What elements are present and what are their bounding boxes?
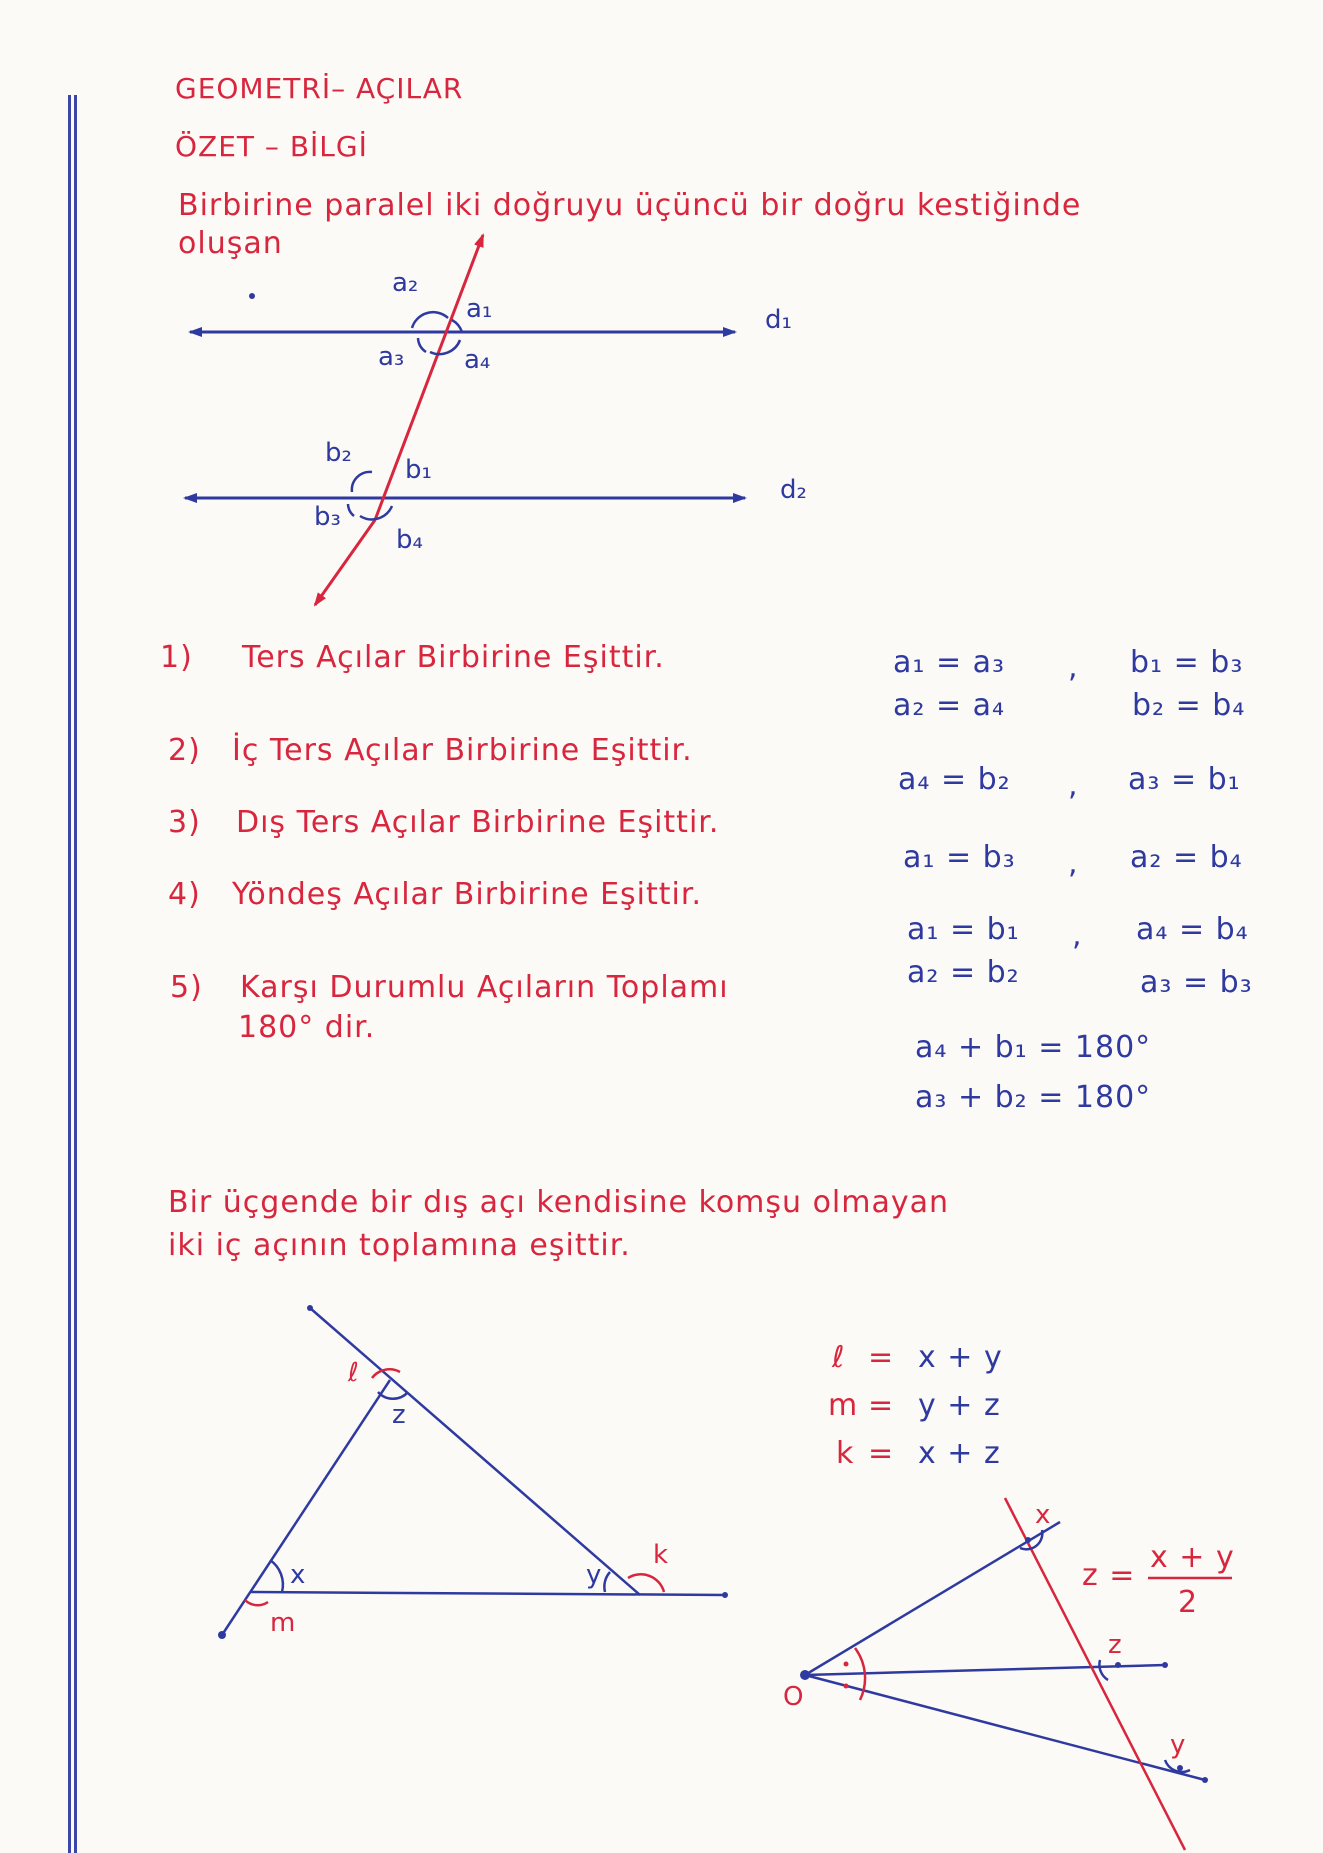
label-a2: a₂: [392, 268, 419, 298]
rule-4-text: Yöndeş Açılar Birbirine Eşittir.: [232, 877, 702, 912]
page-subtitle: ÖZET – BİLGİ: [175, 130, 368, 163]
page-title: GEOMETRİ– AÇILAR: [175, 72, 464, 105]
rule-3-text: Dış Ters Açılar Birbirine Eşittir.: [236, 805, 720, 840]
label-d2: d₂: [780, 475, 807, 505]
label-a4: a₄: [464, 345, 491, 375]
vertex-dot: [218, 1631, 226, 1639]
tri-eq-1-rhs: x + y: [918, 1340, 1003, 1375]
triangle-rule-line-2: iki iç açının toplamına eşittir.: [168, 1228, 631, 1263]
vertex-dot: [1202, 1777, 1208, 1783]
eq-separator: ,: [1068, 846, 1079, 881]
angle-arc-m: [245, 1600, 268, 1605]
rule-5-text: Karşı Durumlu Açıların Toplamı: [240, 970, 729, 1005]
angle-mark: [844, 1662, 849, 1667]
label-y: y: [586, 1560, 602, 1590]
label-k: k: [653, 1540, 669, 1570]
eq-a2-b4: a₂ = b₄: [1130, 840, 1243, 875]
eq-a1-a3: a₁ = a₃: [893, 645, 1006, 680]
vertex-dot: [1115, 1662, 1121, 1668]
label-m: m: [270, 1608, 296, 1638]
vertex-dot: [1025, 1537, 1031, 1543]
angle-arc-z2: [1099, 1660, 1108, 1680]
eq-a3-b1: a₃ = b₁: [1128, 762, 1241, 797]
label-l: ℓ: [348, 1358, 359, 1388]
tri-eq-2-lhs: m: [828, 1388, 859, 1423]
eq-a1-b1: a₁ = b₁: [907, 912, 1020, 947]
rule-5-number: 5): [170, 970, 203, 1005]
eq-separator: ,: [1068, 768, 1079, 803]
eq-a3-b2-sum: a₃ + b₂ = 180°: [915, 1080, 1152, 1115]
rule-1-text: Ters Açılar Birbirine Eşittir.: [242, 640, 665, 675]
triangle-rule-line-1: Bir üçgende bir dış açı kendisine komşu olmayan: [168, 1185, 950, 1220]
angle-mark: [844, 1684, 849, 1689]
rule-3-number: 3): [168, 805, 201, 840]
label-b3: b₃: [314, 502, 341, 532]
eq-a4-b4: a₄ = b₄: [1136, 912, 1249, 947]
tri-eq-3-eq: =: [868, 1436, 895, 1471]
eq-a2-b2: a₂ = b₂: [907, 955, 1020, 990]
triangle-side-left: [222, 1380, 390, 1635]
eq-a2-a4: a₂ = a₄: [893, 688, 1006, 723]
label-x-bisector: x: [1035, 1500, 1051, 1530]
bisector-formula-lhs: z =: [1082, 1558, 1136, 1593]
label-a1: a₁: [466, 294, 493, 324]
label-o: O: [783, 1682, 804, 1712]
label-z-bisector: z: [1108, 1630, 1122, 1660]
tri-eq-1-lhs: ℓ: [832, 1340, 846, 1375]
intro-line-1: Birbirine paralel iki doğruyu üçüncü bir doğru kestiğinde: [178, 188, 1082, 223]
vertex-dot: [722, 1592, 728, 1598]
eq-separator: ,: [1068, 650, 1079, 685]
angle-arc-x: [270, 1560, 283, 1592]
tri-eq-2-eq: =: [868, 1388, 895, 1423]
triangle-base-extended: [250, 1592, 725, 1595]
label-d1: d₁: [765, 305, 792, 335]
tri-eq-3-rhs: x + z: [918, 1436, 1001, 1471]
label-b4: b₄: [396, 525, 423, 555]
point-o: [800, 1670, 810, 1680]
label-a3: a₃: [378, 342, 405, 372]
label-x: x: [290, 1560, 306, 1590]
angle-arc-y: [604, 1572, 610, 1592]
tri-eq-1-eq: =: [868, 1340, 895, 1375]
vertex-dot: [307, 1305, 313, 1311]
rule-2-text: İç Ters Açılar Birbirine Eşittir.: [232, 733, 693, 768]
label-b2: b₂: [325, 438, 352, 468]
rule-2-number: 2): [168, 733, 201, 768]
eq-a4-b1-sum: a₄ + b₁ = 180°: [915, 1030, 1152, 1065]
bisector-formula-numerator: x + y: [1150, 1540, 1235, 1575]
bisector-ray-top: [805, 1522, 1060, 1675]
eq-a4-b2: a₄ = b₂: [898, 762, 1011, 797]
eq-b1-b3: b₁ = b₃: [1130, 645, 1244, 680]
vertex-dot: [1162, 1662, 1168, 1668]
rule-1-number: 1): [160, 640, 193, 675]
eq-separator: ,: [1072, 918, 1083, 953]
eq-b2-b4: b₂ = b₄: [1132, 688, 1246, 723]
bisector-ray-middle: [805, 1665, 1165, 1675]
intro-line-2: oluşan: [178, 226, 283, 261]
eq-a3-b3: a₃ = b₃: [1140, 965, 1253, 1000]
label-b1: b₁: [405, 455, 432, 485]
label-y-bisector: y: [1170, 1730, 1186, 1760]
tri-eq-3-lhs: k: [836, 1436, 855, 1471]
rule-5-text-2: 180° dir.: [238, 1010, 376, 1045]
rule-4-number: 4): [168, 877, 201, 912]
bisector-ray-bottom: [805, 1675, 1205, 1780]
triangle-side-right-extended: [310, 1308, 640, 1595]
eq-a1-b3: a₁ = b₃: [903, 840, 1016, 875]
bisector-formula-denominator: 2: [1178, 1585, 1199, 1620]
vertex-dot: [1177, 1765, 1183, 1771]
tri-eq-2-rhs: y + z: [918, 1388, 1001, 1423]
label-z: z: [392, 1400, 406, 1430]
